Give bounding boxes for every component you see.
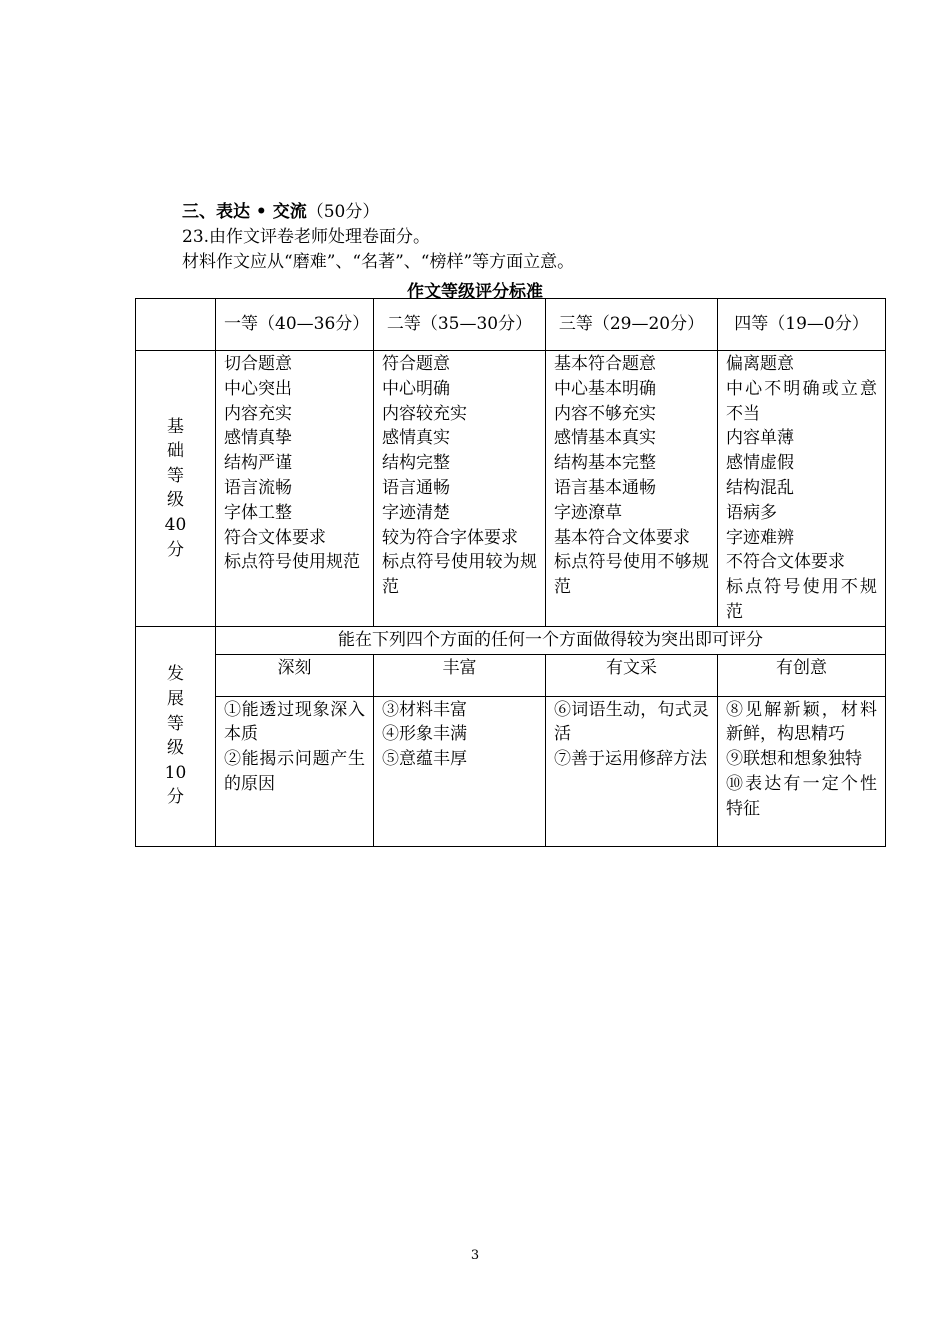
label-char: 级	[167, 490, 184, 511]
criterion-item: 标点符号使用不够规范	[554, 552, 709, 598]
criterion-item: 字迹清楚	[382, 502, 450, 523]
label-char: 40	[164, 514, 187, 535]
criterion-item: 字迹潦草	[554, 502, 622, 523]
basic-criteria-grade-2	[374, 351, 546, 627]
criterion-item: 基本符合题意	[554, 354, 656, 374]
criterion-item: 标点符号使用规范	[224, 552, 360, 573]
basic-criteria-grade-4	[718, 351, 886, 627]
criterion-item: 中心基本明确	[554, 378, 656, 399]
criterion-item: 较为符合字体要求	[382, 527, 518, 548]
criterion-item: 结构基本完整	[554, 453, 656, 474]
criterion-item: 感情真挚	[224, 428, 292, 449]
criterion-item: 结构严谨	[224, 453, 292, 474]
criterion-item: 内容不够充实	[554, 403, 656, 424]
item-23: 23.由作文评卷老师处理卷面分。	[182, 227, 431, 247]
development-instruction: 能在下列四个方面的任何一个方面做得较为突出即可评分	[216, 626, 886, 654]
criterion-item: 感情基本真实	[554, 428, 656, 449]
criterion-item: 内容较充实	[382, 403, 467, 424]
grade-header-2: 二等（35—30分）	[374, 299, 546, 351]
basic-criteria-grade-3	[546, 351, 718, 627]
label-char: 分	[167, 539, 184, 560]
criterion-item: 基本符合文体要求	[554, 527, 690, 548]
criterion-item: ③材料丰富	[382, 699, 467, 720]
criterion-item: 切合题意	[224, 354, 292, 374]
development-criteria-creative	[718, 696, 886, 846]
criterion-item: 标点符号使用较为规范	[382, 552, 537, 598]
development-instruction-row	[136, 626, 886, 654]
development-criteria-literary	[546, 696, 718, 846]
section-heading-score: （50分）	[306, 202, 380, 222]
grading-table	[135, 298, 886, 847]
label-char: 10	[164, 762, 187, 783]
development-criteria-rich	[374, 696, 546, 846]
criterion-item: ⑩表达有一定个性特征	[726, 773, 877, 819]
criterion-item: 偏离题意	[726, 354, 794, 374]
criterion-item: ⑤意蕴丰厚	[382, 749, 467, 770]
criterion-item: 内容充实	[224, 403, 292, 424]
label-char: 等	[167, 465, 184, 486]
aspect-literary: 有文采	[546, 654, 718, 696]
criterion-item: ⑨联想和想象独特	[726, 749, 862, 770]
criterion-item: 语言流畅	[224, 477, 292, 498]
criterion-item: ⑧见解新颖，材料新鲜，构思精巧	[726, 699, 877, 745]
grade-header-4: 四等（19—0分）	[718, 299, 886, 351]
criterion-item: ①能透过现象深入本质	[224, 699, 365, 745]
criterion-item: 中心突出	[224, 378, 292, 399]
label-char: 分	[167, 787, 184, 808]
grade-header-3: 三等（29—20分）	[546, 299, 718, 351]
corner-cell	[136, 299, 216, 351]
criterion-item: 中心不明确或立意不当	[726, 378, 877, 424]
grade-header-1: 一等（40—36分）	[216, 299, 374, 351]
criterion-item: 结构混乱	[726, 477, 794, 498]
aspect-creative: 有创意	[718, 654, 886, 696]
criterion-item: 中心明确	[382, 378, 450, 399]
criterion-item: 内容单薄	[726, 428, 794, 449]
page-number: 3	[470, 1248, 480, 1263]
criterion-item: 符合文体要求	[224, 527, 326, 548]
criterion-item: 语病多	[726, 502, 777, 523]
criterion-item: 感情真实	[382, 428, 450, 449]
aspect-rich: 丰富	[374, 654, 546, 696]
label-char: 础	[167, 441, 184, 462]
criterion-item: 不符合文体要求	[726, 552, 845, 573]
development-criteria-row	[136, 696, 886, 846]
criterion-item: 感情虚假	[726, 453, 794, 474]
criterion-item: ②能揭示问题产生的原因	[224, 749, 365, 794]
aspect-deep: 深刻	[216, 654, 374, 696]
development-aspect-row	[136, 654, 886, 696]
development-level-label	[136, 626, 216, 846]
topic-note: 材料作文应从“磨难”、“名著”、“榜样”等方面立意。	[182, 252, 575, 272]
criterion-item: 标点符号使用不规范	[726, 577, 877, 622]
section-heading-bold: 三、表达 • 交流	[182, 202, 307, 222]
label-char: 等	[167, 713, 184, 734]
basic-level-label	[136, 351, 216, 627]
criterion-item: ⑥词语生动，句式灵活	[554, 699, 709, 745]
criterion-item: 字体工整	[224, 502, 292, 523]
section-heading	[182, 201, 379, 223]
criterion-item: 结构完整	[382, 453, 450, 474]
criterion-item: ④形象丰满	[382, 724, 467, 745]
label-char: 级	[167, 738, 184, 759]
label-char: 展	[167, 688, 184, 709]
criterion-item: 语言通畅	[382, 477, 450, 498]
development-criteria-deep	[216, 696, 374, 846]
basic-criteria-grade-1	[216, 351, 374, 627]
table-title: 作文等级评分标准	[407, 282, 543, 302]
label-char: 基	[167, 416, 184, 437]
criterion-item: 符合题意	[382, 354, 450, 374]
criterion-item: 字迹难辨	[726, 527, 794, 548]
label-char: 发	[167, 664, 184, 685]
criterion-item: ⑦善于运用修辞方法	[554, 749, 707, 770]
criterion-item: 语言基本通畅	[554, 477, 656, 498]
grade-header-row	[136, 299, 886, 351]
basic-level-row	[136, 351, 886, 627]
